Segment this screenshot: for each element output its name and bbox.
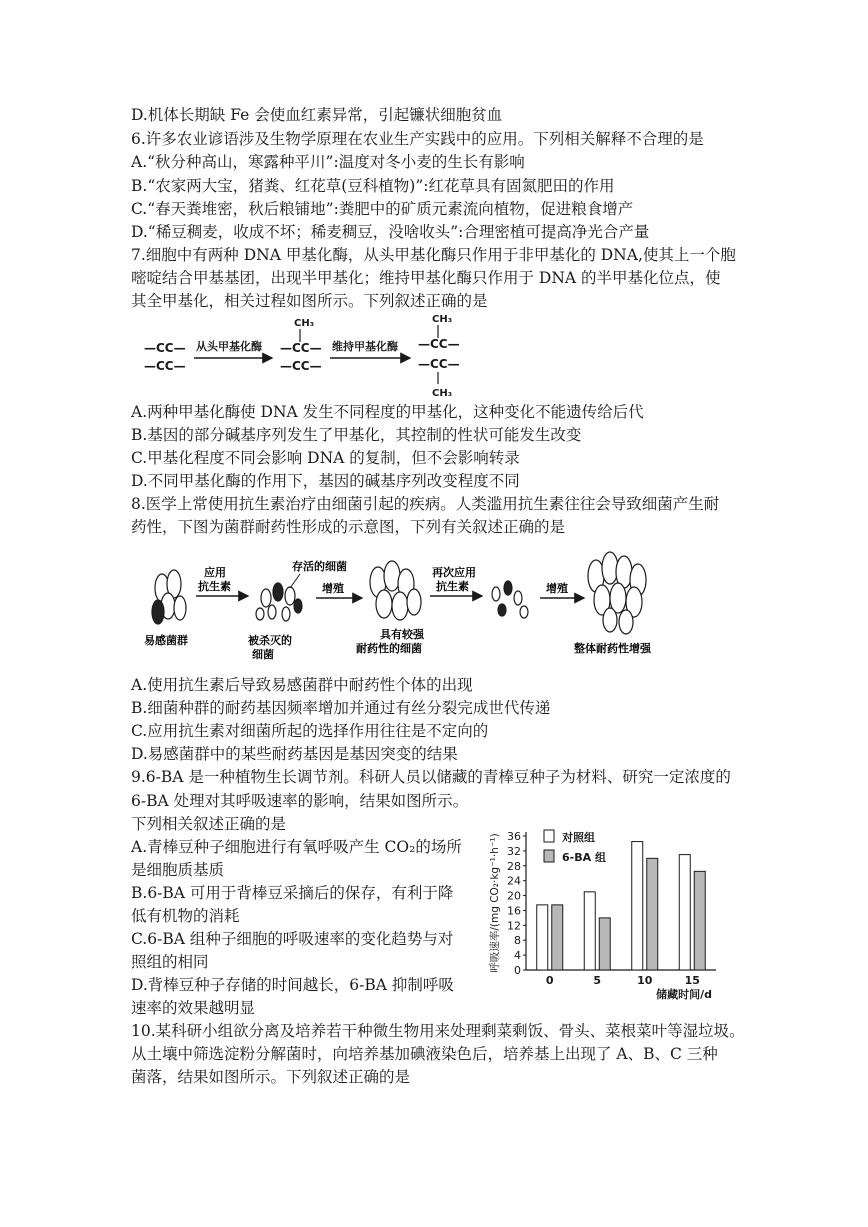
enzyme-de-novo-label: 从头甲基化酶 <box>196 340 262 353</box>
antibiotic-resistance-diagram <box>140 540 660 670</box>
q8-stem-line1: 8.医学上常使用抗生素治疗由细菌引起的疾病。人类滥用抗生素往往会导致细菌产生耐 <box>131 495 720 513</box>
y-tick-label: 4 <box>514 949 521 963</box>
legend-swatch <box>544 830 554 842</box>
q9-option-d-line1: D.背棒豆种子存储的时间越长，6-BA 抑制呼吸 <box>131 976 454 994</box>
killed-bacteria-cluster <box>256 583 302 621</box>
legend-label: 6-BA 组 <box>562 851 606 864</box>
second-round-survivors <box>492 581 528 618</box>
legend-label: 对照组 <box>562 831 595 844</box>
bar-6ba-15 <box>694 871 705 970</box>
surviving-bacteria-label: 存活的细菌 <box>292 560 347 573</box>
x-tick-label: 0 <box>545 974 554 987</box>
dna-top-strand-2: —CC— <box>280 341 322 355</box>
methylation-diagram <box>140 312 480 400</box>
dna-bottom-strand-1: —CC— <box>144 359 186 373</box>
proliferate-label-2: 增殖 <box>546 582 568 595</box>
y-tick-label: 20 <box>507 889 521 903</box>
y-tick-label: 12 <box>507 919 521 933</box>
q8-option-c: C.应用抗生素对细菌所起的选择作用往往是不定向的 <box>131 722 489 740</box>
q9-stem-line1: 9.6-BA 是一种植物生长调节剂。科研人员以储藏的青棒豆种子为材料、研究一定浓度的 <box>131 768 731 786</box>
resistant-bacteria-cluster <box>370 561 421 620</box>
sensitive-population-cluster <box>152 570 186 624</box>
apply-antibiotic-1-b: 抗生素 <box>198 580 231 593</box>
y-axis-label: 呼吸速率/(mg CO₂·kg⁻¹·h⁻¹) <box>489 833 501 973</box>
bar-control-5 <box>584 892 595 970</box>
q6-stem: 6.许多农业谚语涉及生物学原理在农业生产实践中的应用。下列相关解释不合理的是 <box>131 130 704 148</box>
bar-6ba-0 <box>552 905 563 970</box>
sensitive-population-label: 易感菌群 <box>144 634 188 647</box>
dna-top-strand-3: —CC— <box>418 337 460 351</box>
q6-option-c: C.“春天粪堆密，秋后粮铺地”:粪肥中的矿质元素流向植物，促进粮食增产 <box>131 200 634 218</box>
x-axis-label: 储藏时间/d <box>656 988 712 1001</box>
apply-antibiotic-2-a: 再次应用 <box>432 566 476 579</box>
q9-stem-line3: 下列相关叙述正确的是 <box>131 815 287 833</box>
q7-stem-line2: 嘧啶结合甲基基团，出现半甲基化；维持甲基化酶只作用于 DNA 的半甲基化位点，使 <box>131 269 721 287</box>
dna-bottom-strand-3: —CC— <box>418 357 460 371</box>
q8-option-b: B.细菌种群的耐药基因频率增加并通过有丝分裂完成世代传递 <box>131 699 551 717</box>
y-tick-label: 24 <box>507 874 521 888</box>
q9-option-a-line2: 是细胞质基质 <box>131 861 225 879</box>
y-tick-label: 8 <box>514 934 521 948</box>
q7-option-a: A.两种甲基化酶使 DNA 发生不同程度的甲基化，这种变化不能遗传给后代 <box>131 403 644 421</box>
q8-stem-line2: 药性，下图为菌群耐药性形成的示意图，下列有关叙述正确的是 <box>131 518 566 536</box>
y-tick-label: 32 <box>507 844 521 858</box>
q9-option-c-line1: C.6-BA 组种子细胞的呼吸速率的变化趋势与对 <box>131 930 454 948</box>
q7-option-b: B.基因的部分碱基序列发生了甲基化，其控制的性状可能发生改变 <box>131 426 582 444</box>
killed-bacteria-label-b: 细菌 <box>252 648 274 661</box>
x-tick-label: 15 <box>684 974 700 987</box>
q9-option-b-line2: 低有机物的消耗 <box>131 907 240 925</box>
overall-resistance-label: 整体耐药性增强 <box>574 642 651 655</box>
bar-6ba-5 <box>599 918 610 970</box>
q7-option-c: C.甲基化程度不同会影响 DNA 的复制，但不会影响转录 <box>131 449 520 467</box>
dna-bottom-strand-2: —CC— <box>280 359 322 373</box>
q5-option-d: D.机体长期缺 Fe 会使血红素异常，引起镰状细胞贫血 <box>131 106 503 124</box>
x-tick-label: 5 <box>593 974 602 987</box>
q10-stem-line3: 菌落，结果如图所示。下列叙述正确的是 <box>131 1068 411 1086</box>
proliferate-label-1: 增殖 <box>322 582 344 595</box>
y-tick-label: 36 <box>507 830 521 843</box>
q9-option-b-line1: B.6-BA 可用于背棒豆采摘后的保存，有利于降 <box>131 884 454 902</box>
y-tick-label: 28 <box>507 859 521 873</box>
enzyme-maintenance-label: 维持甲基化酶 <box>332 340 398 353</box>
apply-antibiotic-1-a: 应用 <box>204 566 226 579</box>
methyl-group-2: CH₃ <box>432 314 453 325</box>
killed-bacteria-label-a: 被杀灭的 <box>248 634 292 647</box>
q9-option-d-line2: 速率的效果越明显 <box>131 999 256 1017</box>
apply-antibiotic-2-b: 抗生素 <box>436 580 469 593</box>
q7-option-d: D.不同甲基化酶的作用下，基因的碱基序列改变程度不同 <box>131 472 520 490</box>
q7-stem-line1: 7.细胞中有两种 DNA 甲基化酶，从头甲基化酶只作用于非甲基化的 DNA,使其上一个胞 <box>131 246 736 264</box>
q6-option-b: B.“农家两大宝，猪粪、红花草(豆科植物)”:红花草具有固氮肥田的作用 <box>131 177 615 195</box>
q7-stem-line3: 其全甲基化，相关过程如图所示。下列叙述正确的是 <box>131 292 488 310</box>
q10-stem-line1: 10.某科研小组欲分离及培养若干种微生物用来处理剩菜剩饭、骨头、菜根菜叶等湿垃圾。 <box>131 1022 745 1040</box>
q10-stem-line2: 从土壤中筛选淀粉分解菌时，向培养基加碘液染色后，培养基上出现了 A、B、C 三种 <box>131 1045 718 1063</box>
bar-control-0 <box>537 905 548 970</box>
methyl-group-3: CH₃ <box>432 388 453 399</box>
respiration-rate-bar-chart <box>484 822 734 1002</box>
bar-control-10 <box>632 842 643 970</box>
q9-option-a-line1: A.青棒豆种子细胞进行有氧呼吸产生 CO₂的场所 <box>131 838 462 856</box>
y-tick-label: 0 <box>514 964 521 977</box>
q8-option-a: A.使用抗生素后导致易感菌群中耐药性个体的出现 <box>131 676 473 694</box>
x-tick-label: 10 <box>637 974 653 987</box>
q9-stem-line2: 6-BA 处理对其呼吸速率的影响，结果如图所示。 <box>131 792 469 810</box>
q6-option-d: D.“稀豆稠麦，收成不坏；稀麦稠豆，没啥收头”:合理密植可提高净光合产量 <box>131 223 650 241</box>
q8-option-d: D.易感菌群中的某些耐药基因是基因突变的结果 <box>131 745 458 763</box>
dna-top-strand-1: —CC— <box>144 341 186 355</box>
resistant-population-cluster <box>588 552 646 634</box>
bar-control-15 <box>679 855 690 970</box>
q6-option-a: A.“秋分种高山，寒露种平川”:温度对冬小麦的生长有影响 <box>131 153 525 171</box>
legend-swatch <box>544 850 554 862</box>
y-tick-label: 16 <box>507 904 521 918</box>
q9-option-c-line2: 照组的相同 <box>131 953 209 971</box>
bar-6ba-10 <box>647 858 658 970</box>
resistant-bacteria-label-a: 具有较强 <box>380 628 424 641</box>
resistant-bacteria-label-b: 耐药性的细菌 <box>356 642 422 655</box>
methyl-group-1: CH₃ <box>294 318 315 329</box>
